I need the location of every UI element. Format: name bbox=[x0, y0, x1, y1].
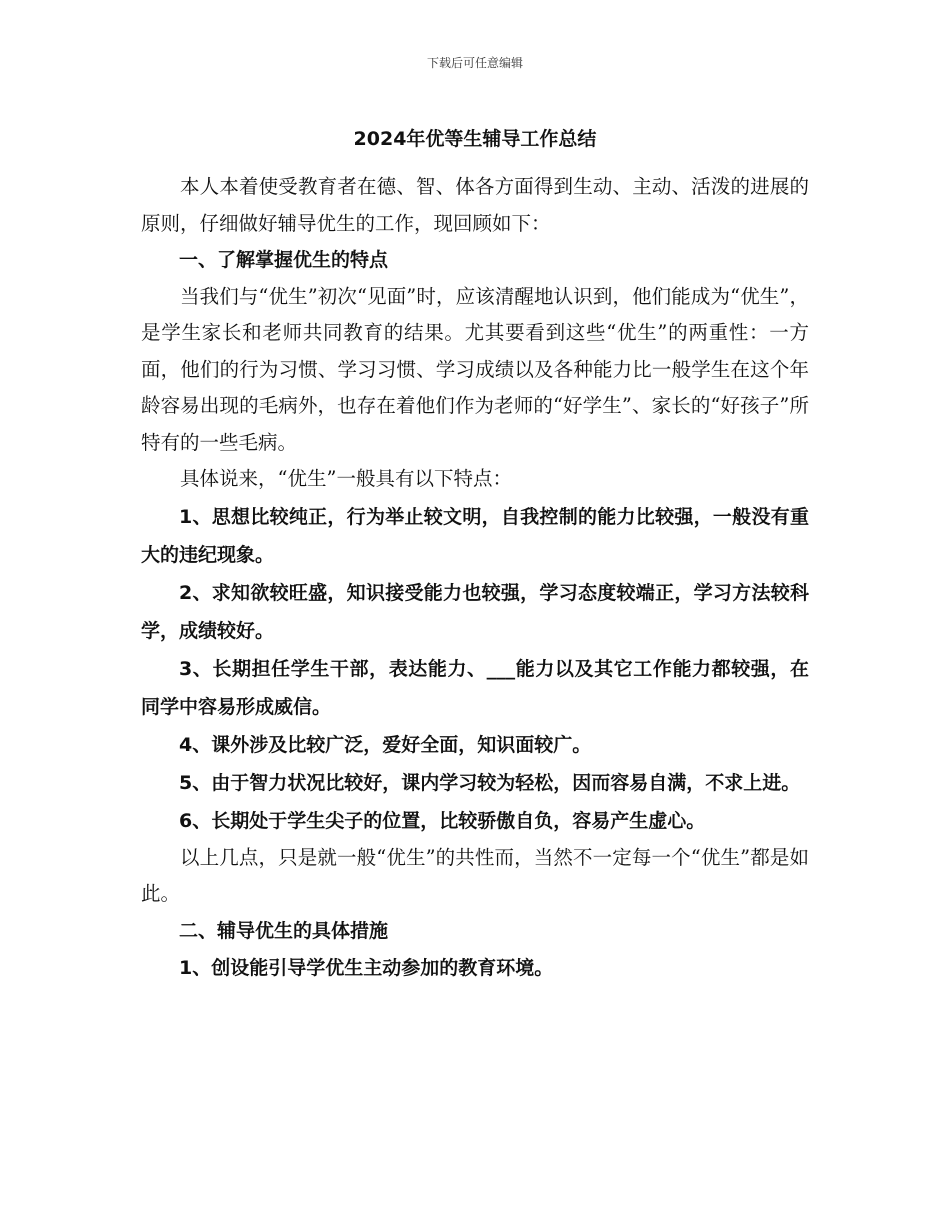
body-paragraph: 以上几点，只是就一般“优生”的共性而，当然不一定每一个“优生”都是如此。 bbox=[141, 845, 809, 905]
body-paragraph: 当我们与“优生”初次“见面”时，应该清醒地认识到，他们能成为“优生”，是学生家长和老师共同教育的结果。尤其要看到这些“优生”的两重性：一方面，他们的行为习惯、学习习惯、学习成绩以及各种能力比一般学生在这个年龄容易出现的毛病外，也存在着他们作为老师的“好学生”、家长的“好孩子”所特有的一些毛病。 bbox=[141, 284, 809, 454]
section-heading-2: 二、辅导优生的具体措施 bbox=[179, 919, 389, 942]
measure-item-1: 1、创设能引导学优生主动参加的教育环境。 bbox=[179, 957, 554, 979]
feature-item-6: 6、长期处于学生尖子的位置，比较骄傲自负，容易产生虚心。 bbox=[179, 809, 706, 832]
feature-item-5: 5、由于智力状况比较好，课内学习较为轻松，因而容易自满，不求上进。 bbox=[179, 771, 801, 794]
document-body bbox=[141, 169, 809, 987]
section-heading-1: 一、了解掌握优生的特点 bbox=[179, 249, 389, 271]
document-title: 2024年优等生辅导工作总结 bbox=[353, 128, 597, 150]
feature-item-1: 1、思想比较纯正，行为举止较文明，自我控制的能力比较强，一般没有重大的违纪现象。 bbox=[141, 505, 809, 566]
page-header: 下载后可任意编辑 bbox=[426, 56, 523, 70]
feature-item-3: 3、长期担任学生干部，表达能力、___能力以及其它工作能力都较强，在同学中容易形成威信。 bbox=[141, 657, 809, 718]
feature-item-4: 4、课外涉及比较广泛，爱好全面，知识面较广。 bbox=[179, 733, 592, 756]
feature-item-2: 2、求知欲较旺盛，知识接受能力也较强，学习态度较端正，学习方法较科学，成绩较好。 bbox=[141, 581, 809, 642]
body-paragraph: 具体说来，“优生”一般具有以下特点： bbox=[180, 467, 512, 490]
intro-paragraph: 本人本着使受教育者在德、智、体各方面得到生动、主动、活泼的进展的原则，仔细做好辅导优生的工作，现回顾如下： bbox=[141, 175, 809, 235]
